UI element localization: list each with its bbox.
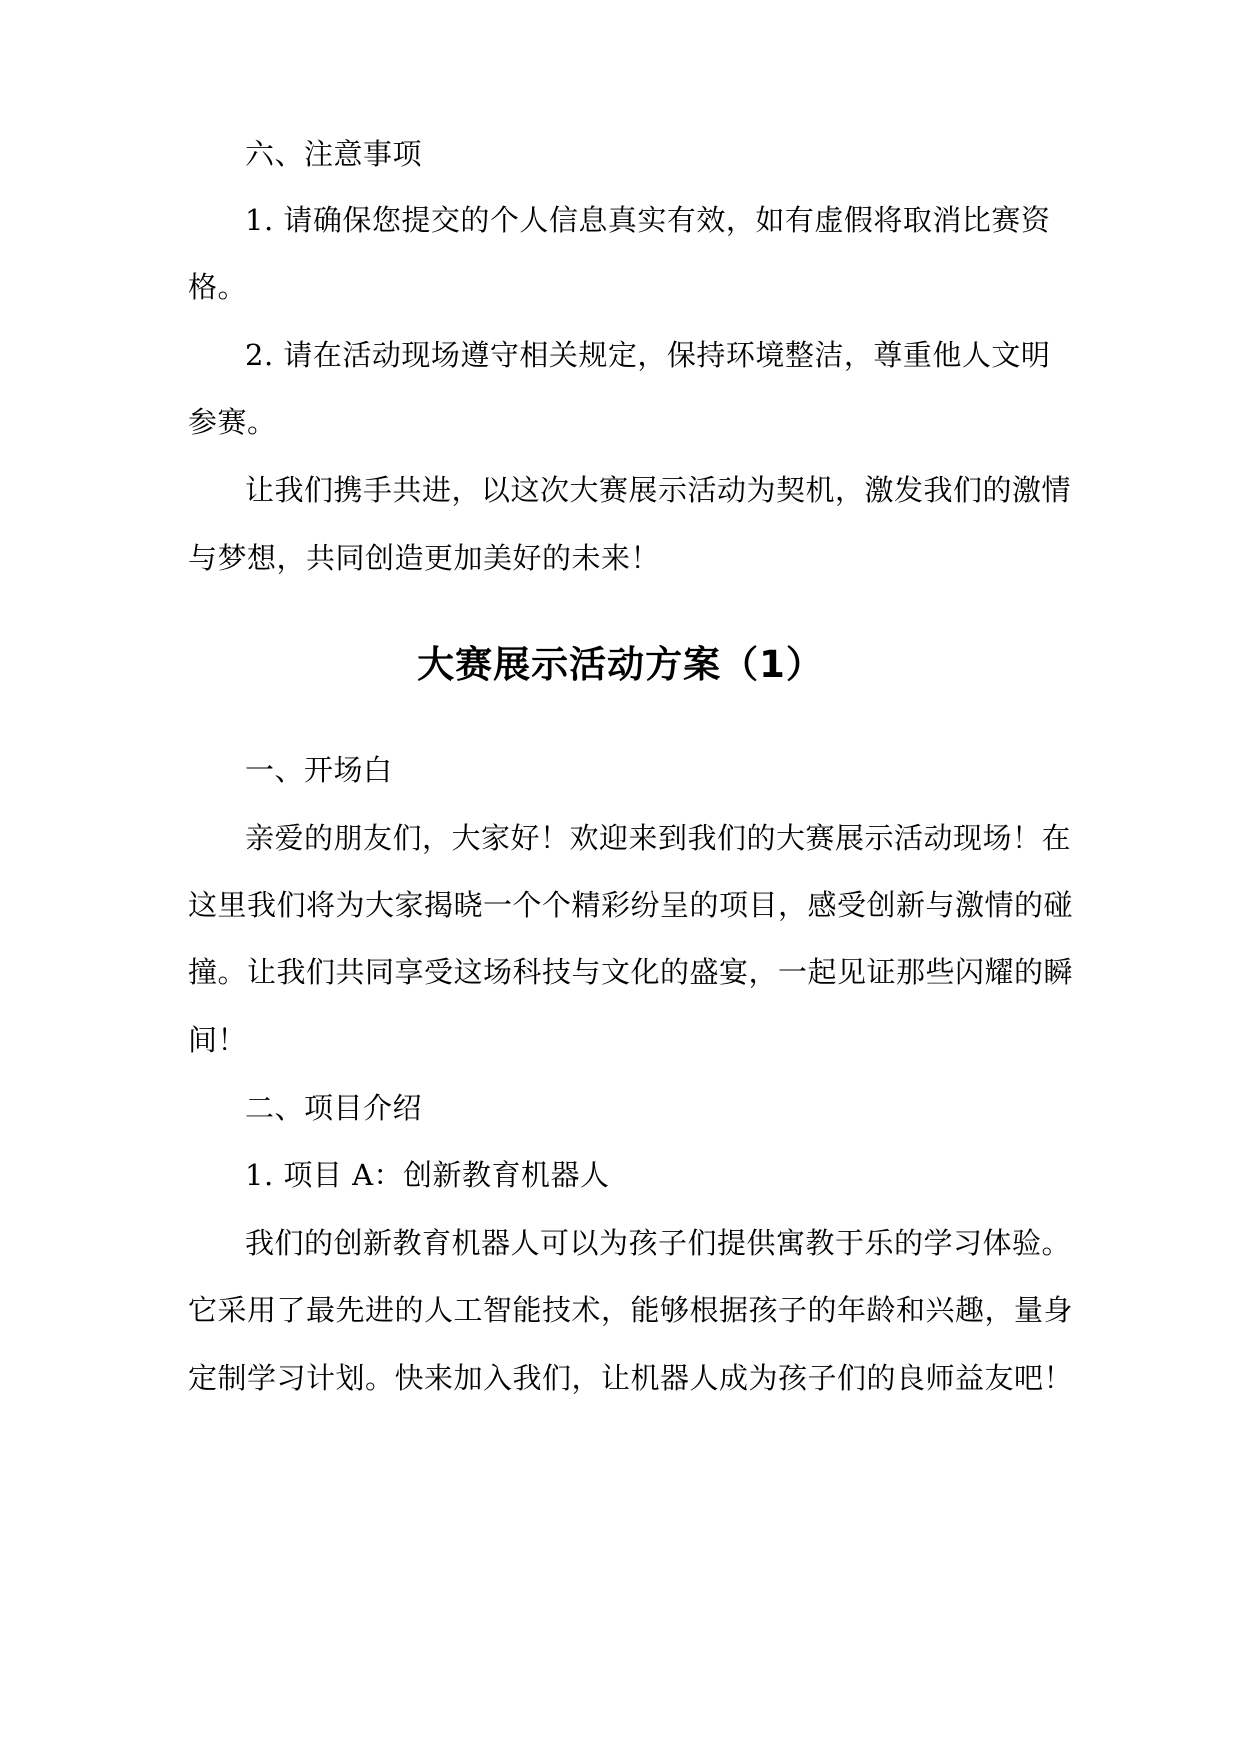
section1-heading: 一、开场白 (245, 753, 393, 787)
closing-line1: 让我们携手共进，以这次大赛展示活动为契机，激发我们的激情 (245, 473, 1072, 507)
section1-para-line3: 撞。让我们共同享受这场科技与文化的盛宴，一起见证那些闪耀的瞬 (188, 955, 1074, 989)
section1-para-line1: 亲爱的朋友们，大家好！欢迎来到我们的大赛展示活动现场！在 (245, 821, 1072, 855)
section6-item2-line1: 2. 请在活动现场遵守相关规定，保持环境整洁，尊重他人文明 (245, 338, 1051, 372)
section6-heading: 六、注意事项 (245, 137, 423, 171)
section1-para-line2: 这里我们将为大家揭晓一个个精彩纷呈的项目，感受创新与激情的碰 (188, 888, 1074, 922)
section6-item1-line2: 格。 (188, 270, 248, 304)
section2-item1-heading: 1. 项目 A：创新教育机器人 (245, 1158, 610, 1192)
document-title: 大赛展示活动方案（1） (417, 643, 824, 686)
section2-para-line3: 定制学习计划。快来加入我们，让机器人成为孩子们的良师益友吧！ (188, 1361, 1074, 1395)
section1-para-line4: 间！ (188, 1023, 248, 1057)
section2-para-line1: 我们的创新教育机器人可以为孩子们提供寓教于乐的学习体验。 (245, 1226, 1072, 1260)
closing-line2: 与梦想，共同创造更加美好的未来！ (188, 541, 661, 575)
section6-item1-line1: 1. 请确保您提交的个人信息真实有效，如有虚假将取消比赛资 (245, 203, 1051, 237)
section2-heading: 二、项目介绍 (245, 1091, 423, 1125)
section2-para-line2: 它采用了最先进的人工智能技术，能够根据孩子的年龄和兴趣，量身 (188, 1293, 1074, 1327)
section6-item2-line2: 参赛。 (188, 405, 277, 439)
